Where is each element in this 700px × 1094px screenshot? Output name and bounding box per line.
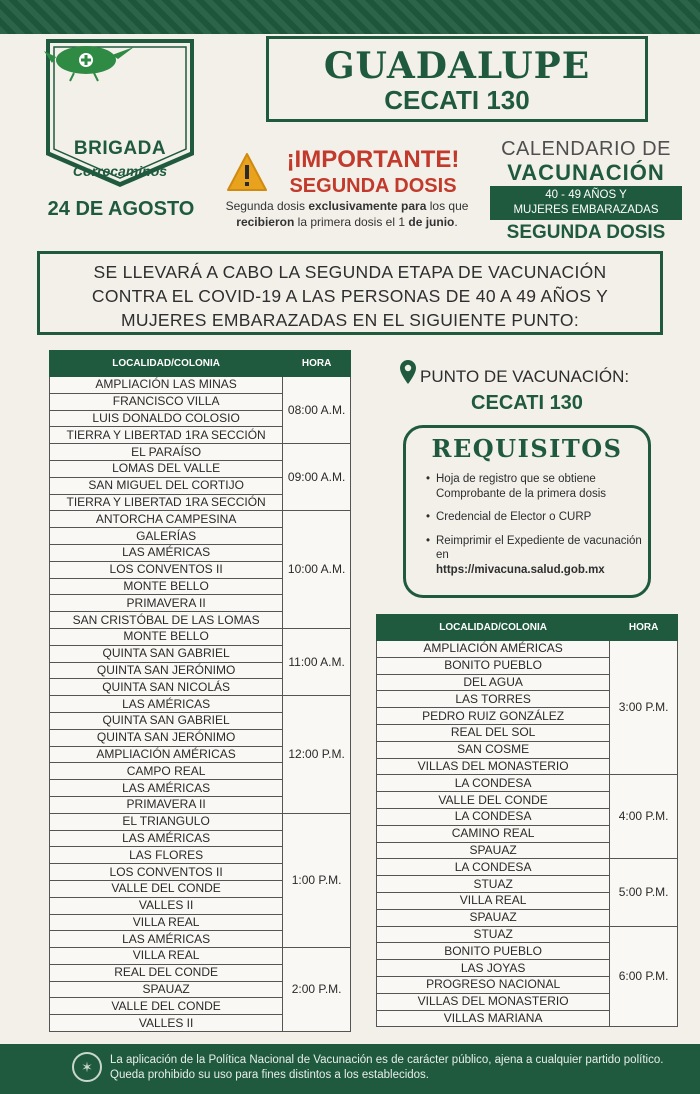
localidad-cell: PEDRO RUIZ GONZÁLEZ [377, 708, 610, 725]
localidad-cell: REAL DEL CONDE [50, 964, 283, 981]
badge-title: BRIGADA [73, 138, 167, 159]
localidad-cell: AMPLIACIÓN LAS MINAS [50, 377, 283, 394]
localidad-cell: BONITO PUEBLO [377, 657, 610, 674]
localidad-cell: PRIMAVERA II [50, 595, 283, 612]
localidad-cell: SPAUAZ [50, 981, 283, 998]
schedule-table-left [49, 350, 351, 1032]
localidad-cell: QUINTA SAN JERÓNIMO [50, 729, 283, 746]
calendar-line-1: CALENDARIO DE [501, 138, 671, 160]
table-row [50, 696, 351, 713]
calendar-line-2: VACUNACIÓN [507, 160, 665, 185]
localidad-cell: LOMAS DEL VALLE [50, 460, 283, 477]
localidad-cell: VALLE DEL CONDE [377, 792, 610, 809]
hora-cell: 11:00 A.M. [283, 628, 351, 695]
hora-cell: 1:00 P.M. [283, 813, 351, 947]
localidad-cell: VILLAS DEL MONASTERIO [377, 758, 610, 775]
important-note: Segunda dosis exclusivamente para los que recibieron la primera dosis el 1 de junio. [225, 199, 469, 229]
hora-cell: 2:00 P.M. [283, 948, 351, 1032]
localidad-cell: QUINTA SAN JERÓNIMO [50, 662, 283, 679]
brigada-badge [44, 37, 196, 189]
hora-cell: 6:00 P.M. [610, 926, 678, 1027]
localidad-cell: LAS AMÉRICAS [50, 780, 283, 797]
badge-subtitle: Correcaminos [72, 163, 168, 179]
column-header-hora: HORA [283, 351, 351, 377]
localidad-cell: STUAZ [377, 926, 610, 943]
table-row [50, 813, 351, 830]
table-row [377, 775, 678, 792]
table-row [50, 948, 351, 965]
localidad-cell: LA CONDESA [377, 808, 610, 825]
calendar-box-line-2: MUJERES EMBARAZADAS [513, 204, 659, 216]
localidad-cell: CAMPO REAL [50, 763, 283, 780]
requisito-item: • Reimprimir el Expediente de vacunación en https://mivacuna.salud.gob.mx [426, 534, 642, 578]
warning-icon [226, 152, 268, 192]
localidad-cell: MONTE BELLO [50, 628, 283, 645]
localidad-cell: DEL AGUA [377, 674, 610, 691]
localidad-cell: ANTORCHA CAMPESINA [50, 511, 283, 528]
hora-cell: 3:00 P.M. [610, 641, 678, 775]
localidad-cell: LOS CONVENTOS II [50, 864, 283, 881]
hora-cell: 5:00 P.M. [610, 859, 678, 926]
localidad-cell: STUAZ [377, 876, 610, 893]
localidad-cell: VALLES II [50, 897, 283, 914]
important-subtitle: SEGUNDA DOSIS [289, 175, 457, 197]
roadrunner-logo-icon [44, 37, 136, 83]
title-box [266, 36, 648, 122]
localidad-cell: QUINTA SAN GABRIEL [50, 712, 283, 729]
localidad-cell: VILLAS MARIANA [377, 1010, 610, 1027]
localidad-cell: PRIMAVERA II [50, 796, 283, 813]
localidad-cell: CAMINO REAL [377, 825, 610, 842]
event-date: 24 DE AGOSTO [47, 198, 195, 220]
localidad-cell: BONITO PUEBLO [377, 943, 610, 960]
localidad-cell: SAN MIGUEL DEL CORTIJO [50, 477, 283, 494]
localidad-cell: FRANCISCO VILLA [50, 393, 283, 410]
requisitos-box [403, 425, 651, 598]
localidad-cell: SPAUAZ [377, 842, 610, 859]
localidad-cell: SAN COSME [377, 741, 610, 758]
table-row [50, 444, 351, 461]
localidad-cell: GALERÍAS [50, 528, 283, 545]
localidad-cell: VILLA REAL [50, 914, 283, 931]
top-decorative-band [0, 0, 700, 34]
localidad-cell: VILLA REAL [50, 948, 283, 965]
localidad-cell: LAS AMÉRICAS [50, 830, 283, 847]
table-row [377, 641, 678, 658]
localidad-cell: VALLE DEL CONDE [50, 998, 283, 1015]
hora-cell: 12:00 P.M. [283, 696, 351, 814]
localidad-cell: REAL DEL SOL [377, 724, 610, 741]
localidad-cell: VALLE DEL CONDE [50, 880, 283, 897]
requisitos-list [426, 472, 642, 586]
important-title: ¡IMPORTANTE! [286, 146, 460, 173]
localidad-cell: EL TRIANGULO [50, 813, 283, 830]
localidad-cell: LOS CONVENTOS II [50, 561, 283, 578]
localidad-cell: SPAUAZ [377, 909, 610, 926]
table-row [377, 926, 678, 943]
localidad-cell: MONTE BELLO [50, 578, 283, 595]
localidad-cell: AMPLIACIÓN AMÉRICAS [377, 641, 610, 658]
requisitos-title: REQUISITOS [431, 434, 623, 463]
page-subtitle: CECATI 130 [384, 85, 530, 115]
hora-cell: 4:00 P.M. [610, 775, 678, 859]
localidad-cell: LAS AMÉRICAS [50, 696, 283, 713]
localidad-cell: LAS JOYAS [377, 960, 610, 977]
table-row [377, 859, 678, 876]
localidad-cell: LA CONDESA [377, 859, 610, 876]
localidad-cell: TIERRA Y LIBERTAD 1RA SECCIÓN [50, 427, 283, 444]
punto-label: PUNTO DE VACUNACIÓN: [420, 367, 630, 386]
localidad-cell: QUINTA SAN GABRIEL [50, 645, 283, 662]
footer-disclaimer: La aplicación de la Política Nacional de Vacunación es de carácter público, ajena a cualquier partido político. Queda prohibido su uso para fines distintos a los establecidos. [110, 1054, 664, 1081]
table-row [50, 377, 351, 394]
calendar-line-3: SEGUNDA DOSIS [506, 222, 666, 243]
schedule-table-right [376, 614, 678, 1027]
page-title: GUADALUPE [323, 45, 591, 87]
localidad-cell: VILLA REAL [377, 892, 610, 909]
location-pin-icon [400, 360, 416, 384]
localidad-cell: LAS FLORES [50, 847, 283, 864]
localidad-cell: LA CONDESA [377, 775, 610, 792]
column-header-localidad: LOCALIDAD/COLONIA [377, 615, 610, 641]
localidad-cell: VALLES II [50, 1015, 283, 1032]
column-header-hora: HORA [610, 615, 678, 641]
punto-value: CECATI 130 [471, 392, 583, 414]
hora-cell: 08:00 A.M. [283, 377, 351, 444]
hora-cell: 09:00 A.M. [283, 444, 351, 511]
table-row [50, 511, 351, 528]
calendar-box-line-1: 40 - 49 AÑOS Y [545, 189, 627, 201]
table-row [50, 628, 351, 645]
column-header-localidad: LOCALIDAD/COLONIA [50, 351, 283, 377]
announcement-box: SE LLEVARÁ A CABO LA SEGUNDA ETAPA DE VACUNACIÓN CONTRA EL COVID-19 A LAS PERSONAS DE 40 A 49 AÑOS Y MUJERES EMBARAZADAS EN EL SIGUIENTE PUNTO: [37, 251, 663, 335]
national-seal-icon: ✶ [72, 1052, 102, 1082]
localidad-cell: LUIS DONALDO COLOSIO [50, 410, 283, 427]
localidad-cell: LAS TORRES [377, 691, 610, 708]
localidad-cell: VILLAS DEL MONASTERIO [377, 993, 610, 1010]
localidad-cell: LAS AMÉRICAS [50, 931, 283, 948]
requisito-item: • Credencial de Elector o CURP [426, 510, 642, 525]
localidad-cell: LAS AMÉRICAS [50, 544, 283, 561]
hora-cell: 10:00 A.M. [283, 511, 351, 629]
localidad-cell: TIERRA Y LIBERTAD 1RA SECCIÓN [50, 494, 283, 511]
localidad-cell: QUINTA SAN NICOLÁS [50, 679, 283, 696]
localidad-cell: SAN CRISTÓBAL DE LAS LOMAS [50, 612, 283, 629]
localidad-cell: EL PARAÍSO [50, 444, 283, 461]
localidad-cell: AMPLIACIÓN AMÉRICAS [50, 746, 283, 763]
localidad-cell: PROGRESO NACIONAL [377, 976, 610, 993]
mivacuna-link[interactable]: https://mivacuna.salud.gob.mx [436, 563, 605, 576]
requisito-item: • Hoja de registro que se obtiene Comprobante de la primera dosis [426, 472, 642, 501]
calendar-age-box [490, 186, 682, 220]
